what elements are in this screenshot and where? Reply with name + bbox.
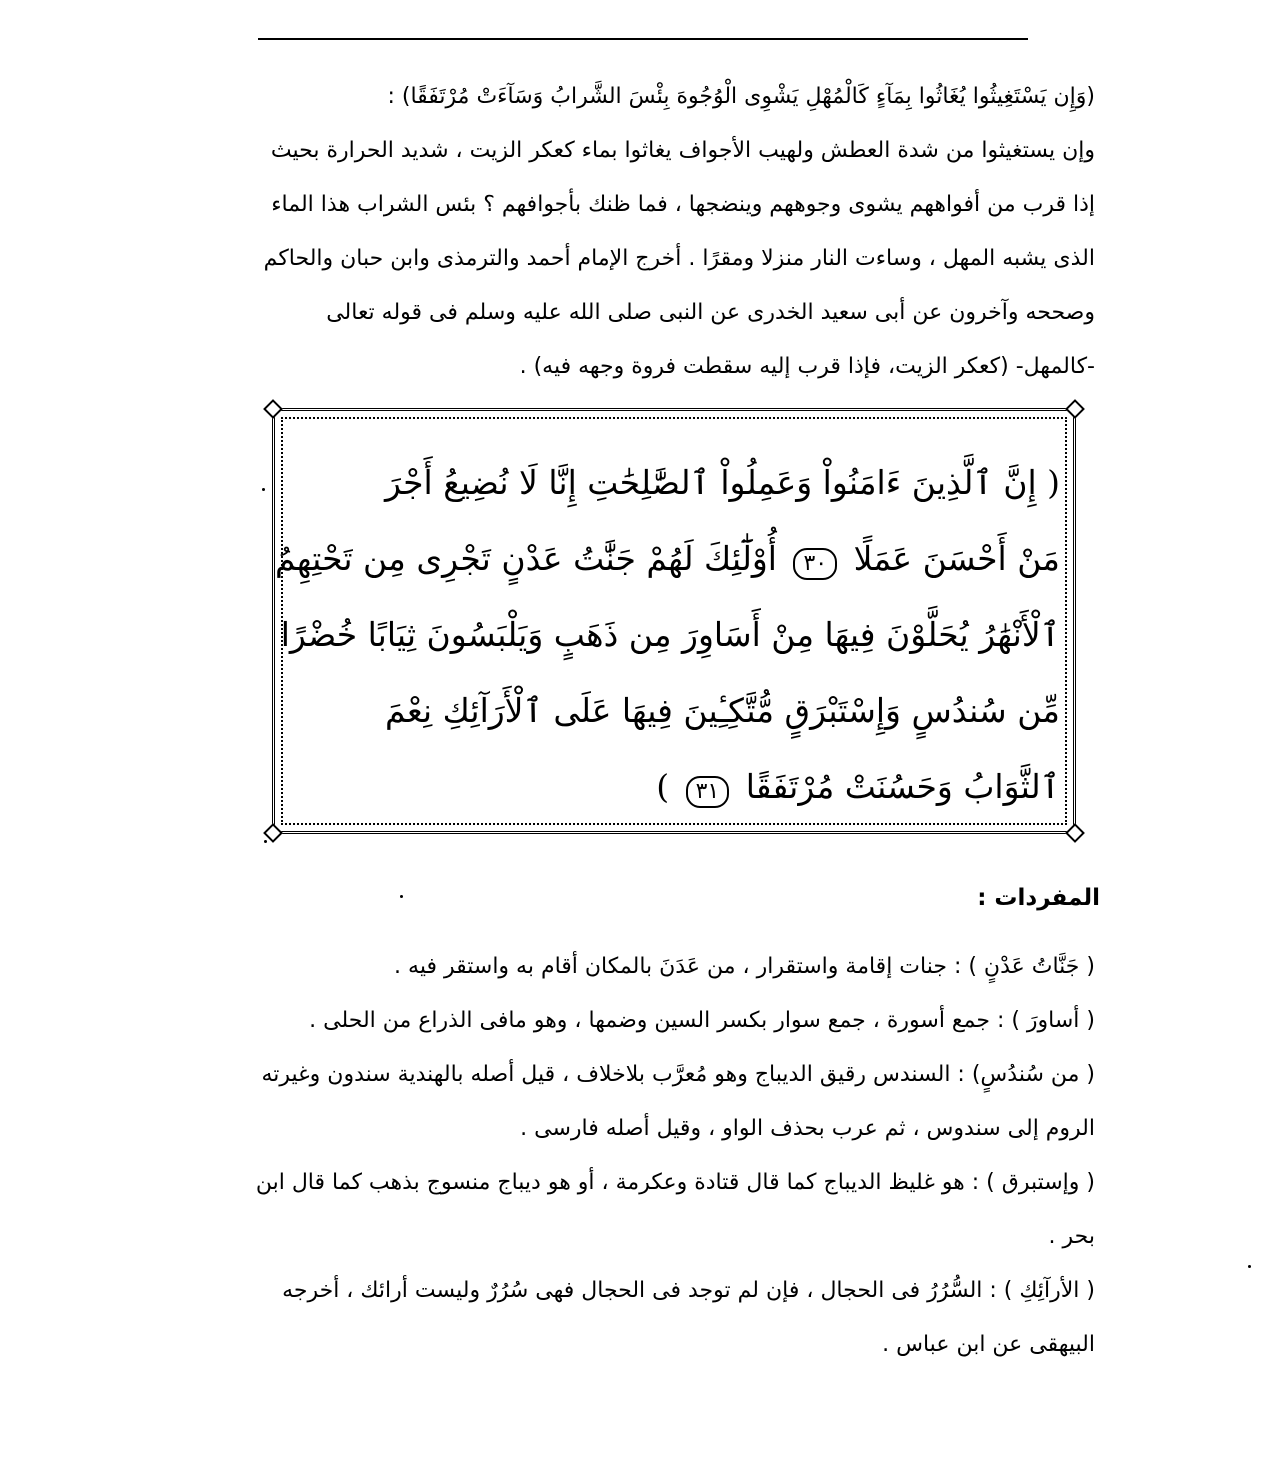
vocab-item: ( من سُندُسٍ) : السندس رقيق الديباج وهو مُعرَّب بلاخلاف ، قيل أصله بالهندية سندون وغيرته الروم إلى سندوس ، ثم عرب بحذف الواو ، وقيل أصله فارسى . bbox=[261, 1062, 1095, 1141]
intro-body: وإن يستغيثوا من شدة العطش ولهيب الأجواف يغاثوا بماء كعكر الزيت ، شديد الحرارة بحيث إذا قرب من أفواههم يشوى وجوههم وينضجها ، فما ظنك بأجوافهم ؟ بئس الشراب هذا الماء الذى يشبه المهل ، وساءت النار منزلا ومقرًا . أخرج الإمام أحمد والترمذى وابن حبان والحاكم وصححه وآخرون عن أبى سعيد الخدرى عن النبى صلى الله عليه وسلم فى قوله تعالى -كالمهل- (كعكر الزيت، فإذا قرب إليه سقطت فروة وجهه فيه) . bbox=[263, 138, 1095, 379]
quran-verse bbox=[274, 445, 1060, 825]
verse-segment: مَنْ أَحْسَنَ عَمَلًا bbox=[853, 539, 1060, 578]
vocabulary-heading: المفردات : bbox=[977, 885, 1100, 911]
vocabulary-list bbox=[255, 940, 1095, 1372]
vocab-item: ( الأرآئِكِ ) : السُّرُرُ فى الحجال ، فإن لم توجد فى الحجال فهى سُرُرٌ وليست أرائك ، أخرجه البيهقى عن ابن عباس . bbox=[282, 1278, 1095, 1357]
verse-line bbox=[300, 749, 1060, 825]
vocab-item: ( جَنَّاتُ عَدْنٍ ) : جنات إقامة واستقرار ، من عَدَنَ بالمكان أقام به واستقر فيه . bbox=[394, 954, 1095, 979]
verse-line: مِّن سُندُسٍ وَإِسْتَبْرَقٍ مُّتَّكِـِٔينَ فِيهَا عَلَى ٱلْأَرَآئِكِ نِعْمَ bbox=[385, 691, 1060, 730]
scan-speck bbox=[262, 488, 265, 491]
frame-diamond-ornament bbox=[1065, 399, 1085, 419]
verse-segment: أُوْلَٰٓئِكَ لَهُمْ جَنَّٰتُ عَدْنٍ تَجْرِى مِن تَحْتِهِمُ bbox=[274, 539, 777, 578]
verse-line: ٱلْأَنْهَٰرُ يُحَلَّوْنَ فِيهَا مِنْ أَسَاوِرَ مِن ذَهَبٍ وَيَلْبَسُونَ ثِيَابًا خُضْرًا bbox=[280, 615, 1060, 654]
intro-quote: (وَإِن يَسْتَغِيثُوا يُغَاثُوا بِمَآءٍ كَالْمُهْلِ يَشْوِى الْوُجُوهَ بِئْسَ الشَّرابُ وَسَآءَتْ مُرْتَفَقًا) bbox=[401, 84, 1095, 109]
verse-line bbox=[274, 521, 1060, 597]
frame-diamond-ornament bbox=[1065, 823, 1085, 843]
vocab-item: ( وإستبرق ) : هو غليظ الديباج كما قال قتادة وعكرمة ، أو هو ديباج منسوج بذهب كما قال ابن بحر . bbox=[255, 1170, 1095, 1249]
intro-paragraph bbox=[255, 70, 1095, 394]
top-rule bbox=[258, 38, 1028, 40]
verse-line: ( إِنَّ ٱلَّذِينَ ءَامَنُواْ وَعَمِلُواْ ٱلصَّٰلِحَٰتِ إِنَّا لَا نُضِيعُ أَجْرَ bbox=[384, 463, 1060, 502]
scan-speck bbox=[400, 895, 403, 898]
verse-closing-bracket: ) bbox=[656, 767, 670, 806]
scan-speck bbox=[264, 840, 267, 843]
scan-speck bbox=[1248, 1265, 1251, 1268]
verse-number-31: ٣١ bbox=[686, 776, 730, 808]
vocab-item: ( أساورَ ) : جمع أسورة ، جمع سوار بكسر السين وضمها ، وهو مافى الذراع من الحلى . bbox=[309, 1008, 1095, 1033]
verse-segment: ٱلثَّوَابُ وَحَسُنَتْ مُرْتَفَقًا bbox=[745, 767, 1060, 806]
verse-number-30: ٣٠ bbox=[793, 548, 837, 580]
intro-separator: : bbox=[387, 84, 395, 109]
frame-diamond-ornament bbox=[263, 399, 283, 419]
